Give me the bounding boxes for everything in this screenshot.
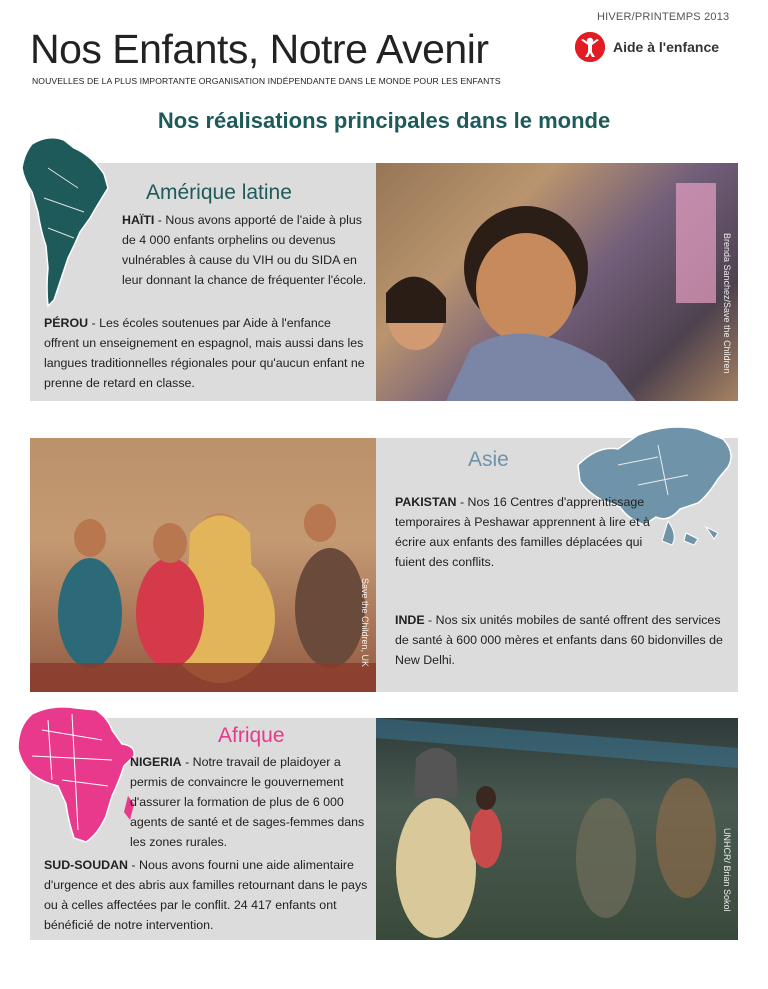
pakistan-paragraph xyxy=(395,492,650,572)
sud-soudan-paragraph xyxy=(44,855,372,935)
region-title: Afrique xyxy=(218,724,285,747)
peru-paragraph xyxy=(44,313,369,393)
nigeria-paragraph xyxy=(130,752,370,852)
country-name: HAÏTI xyxy=(122,213,155,227)
country-text: - Nos 16 Centres d'apprentissage temporaires à Peshawar apprennent à lire et à écrire aux enfants des familles déplacées qui fuient des conflits. xyxy=(395,495,650,569)
photo-credit: UNHCR/ Brian Sokol xyxy=(722,828,732,912)
organization-logo[interactable] xyxy=(575,32,719,62)
logo-text: Aide à l'enfance xyxy=(613,39,720,55)
country-text: - Nous avons fourni une aide alimentaire d'urgence et des abris aux familles retournant dans le pays ou à celles affectées par le conflit. 24 417 enfants ont bénéficié de notre intervention. xyxy=(44,858,368,932)
photo-credit: Save the Children, UK xyxy=(360,578,370,668)
country-text: - Notre travail de plaidoyer a permis de convaincre le gouvernement d'assurer la formation de plus de 6 000 agents de santé et de sages-femmes dans les zones rurales. xyxy=(130,755,365,849)
region-title: Amérique latine xyxy=(146,181,292,204)
africa-photo xyxy=(376,718,738,940)
country-text: - Nous avons apporté de l'aide à plus de 4 000 enfants orphelins ou devenus vulnérables à cause du VIH ou du SIDA en leur donnant la chance de fréquenter l'école. xyxy=(122,213,367,287)
country-name: NIGERIA xyxy=(130,755,182,769)
africa-map-icon xyxy=(12,700,142,850)
child-figure-icon xyxy=(575,32,605,62)
newsletter-title: Nos Enfants, Notre Avenir xyxy=(30,26,489,72)
country-text: - Les écoles soutenues par Aide à l'enfance offrent un enseignement en espagnol, mais aussi dans les langues traditionnelles régionales pour qu'aucun enfant ne prenne de retard en classe. xyxy=(44,316,365,390)
haiti-paragraph xyxy=(122,210,367,290)
inde-paragraph xyxy=(395,610,730,670)
country-text: - Nos six unités mobiles de santé offrent des services de santé à 600 000 mères et enfants dans 60 bidonvilles de New Delhi. xyxy=(395,613,723,667)
country-name: PAKISTAN xyxy=(395,495,457,509)
country-name: SUD-SOUDAN xyxy=(44,858,128,872)
region-title: Asie xyxy=(468,448,509,471)
latin-america-photo xyxy=(376,163,738,401)
country-name: INDE xyxy=(395,613,425,627)
page-headline: Nos réalisations principales dans le monde xyxy=(157,108,611,133)
south-america-map-icon xyxy=(18,128,116,308)
newsletter-tagline: NOUVELLES DE LA PLUS IMPORTANTE ORGANISATION INDÉPENDANTE DANS LE MONDE POUR LES ENFANTS xyxy=(32,76,501,86)
photo-credit: Brenda Sanchez/Save the Children xyxy=(722,233,732,374)
issue-date: HIVER/PRINTEMPS 2013 xyxy=(597,11,730,23)
country-name: PÉROU xyxy=(44,316,89,330)
asia-photo xyxy=(30,438,376,692)
